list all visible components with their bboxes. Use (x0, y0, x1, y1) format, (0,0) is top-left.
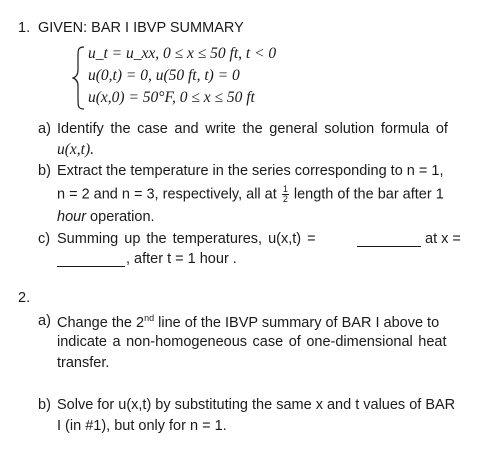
q1b-hour: hour (57, 209, 87, 225)
q2a-superscript: nd (144, 313, 155, 323)
equation-initial: u(x,0) = 50°F, 0 ≤ x ≤ 50 ft (88, 89, 255, 106)
q2-number: 2. (18, 290, 31, 306)
half-fraction (282, 185, 289, 204)
q1-number: 1. (18, 20, 31, 36)
q1c-text-line2: , after t = 1 hour . (126, 251, 237, 267)
fraction-numerator: 1 (282, 184, 288, 194)
q1c-label: c) (38, 231, 51, 247)
q2a-line1-end: line of the IBVP summary of BAR I above to (154, 314, 440, 331)
sum-answer-blank[interactable] (357, 246, 421, 247)
x-answer-blank[interactable] (57, 266, 125, 267)
q2a-label: a) (38, 313, 51, 329)
q2b-text-line1: Solve for u(x,t) by substituting the same x and t values of BAR (57, 397, 456, 413)
system-brace (72, 46, 86, 110)
q1c-text-line1: Summing up the temperatures, u(x,t) = (57, 231, 316, 247)
q1b-operation: operation. (86, 209, 155, 225)
q1-title: GIVEN: BAR I IBVP SUMMARY (38, 20, 244, 36)
q2b-text-line2: I (in #1), but only for n = 1. (57, 418, 227, 434)
q1c-at-x: at x = (425, 231, 461, 247)
equation-pde: u_t = u_xx, 0 ≤ x ≤ 50 ft, t < 0 (88, 45, 277, 62)
q2a-text-line3: transfer. (57, 355, 110, 371)
fraction-denominator: 2 (282, 194, 288, 204)
q2a-line1-start: Change the 2 (57, 314, 145, 331)
q2b-label: b) (38, 397, 51, 413)
q2a-text-line1 (57, 313, 439, 331)
q1a-label: a) (38, 121, 51, 137)
q1b-text-line3 (57, 209, 155, 225)
q1a-text-line2: u(x,t). (57, 141, 95, 158)
q1b-line2-start: n = 2 and n = 3, respectively, all at (57, 186, 277, 203)
q2a-text-line2: indicate a non-homogeneous case of one-dimensional heat (57, 334, 447, 350)
q1b-label: b) (38, 163, 51, 179)
equation-boundary: u(0,t) = 0, u(50 ft, t) = 0 (88, 67, 240, 84)
q1b-text-line1: Extract the temperature in the series corresponding to n = 1, (57, 163, 444, 179)
q1a-text-line1: Identify the case and write the general solution formula of (57, 121, 448, 137)
q1b-line2-end: length of the bar after 1 (293, 186, 444, 203)
q1b-text-line2 (57, 185, 444, 204)
